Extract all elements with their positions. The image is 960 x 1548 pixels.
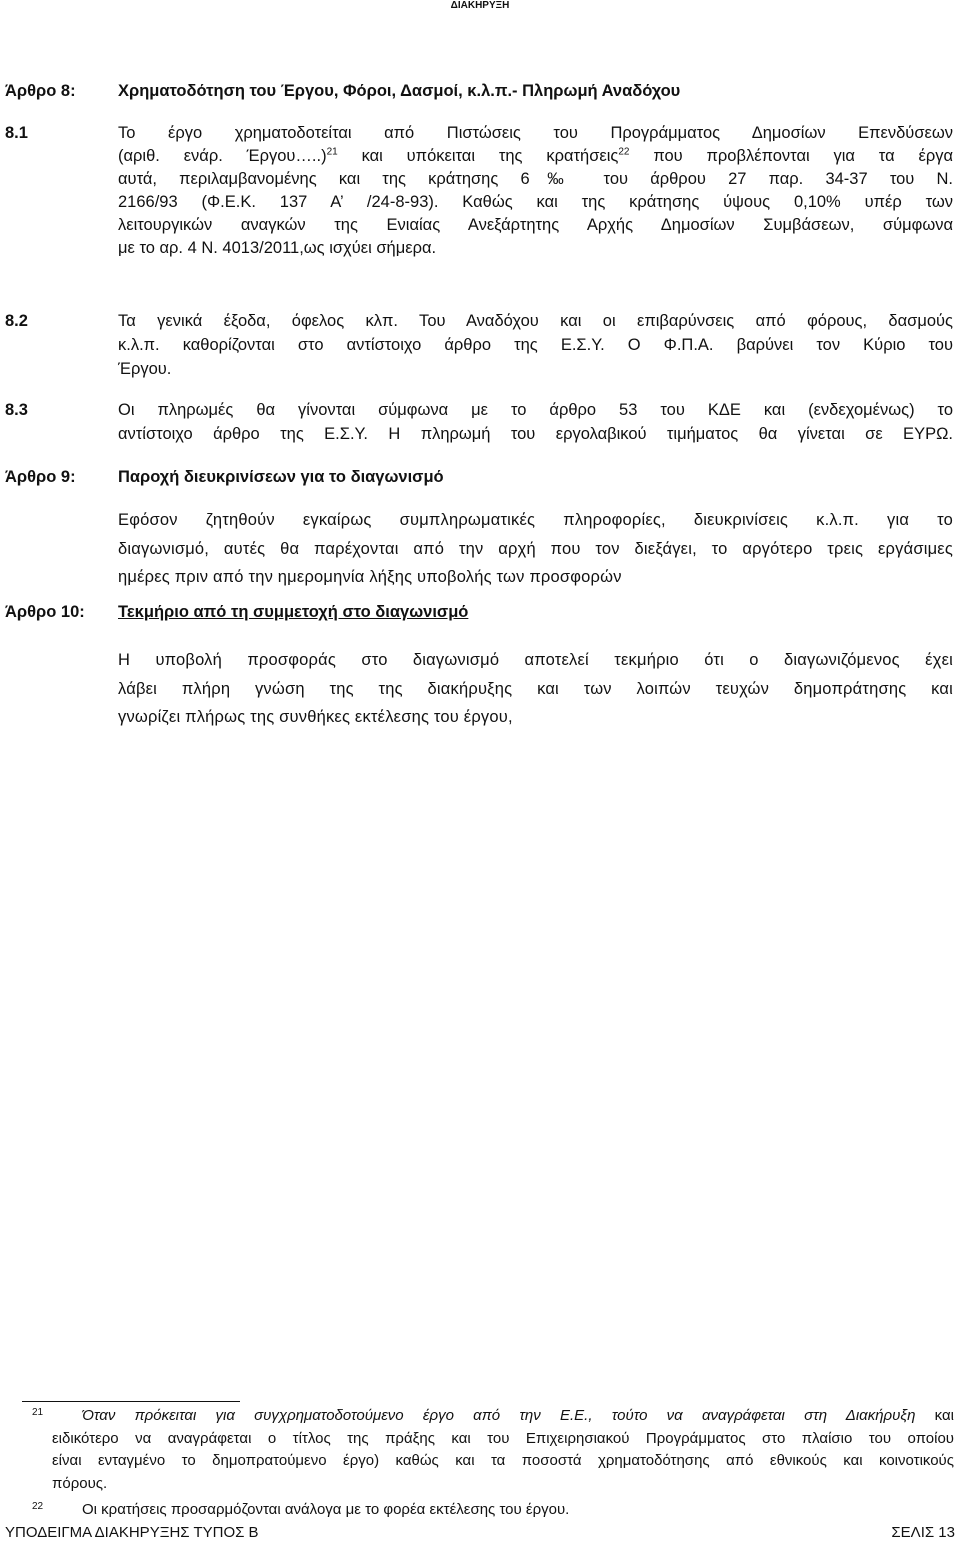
footnote-ref-21: 21	[326, 146, 338, 158]
paragraph-8-2-line: Έργου.	[118, 360, 172, 378]
page-header: ΔΙΑΚΗΡΥΞΗ	[450, 0, 510, 11]
article-9-line: διαγωνισμό, αυτές θα παρέχονται από την αρχή που τον διεξάγει, το αργότερο τρεις εργάσιμες	[118, 539, 953, 558]
paragraph-8-3-number: 8.3	[5, 401, 28, 419]
footnote-22-mark: 22	[32, 1501, 44, 1512]
paragraph-8-2	[118, 309, 953, 381]
article-9-number: Άρθρο 9:	[5, 468, 76, 486]
footnote-21	[52, 1405, 954, 1495]
paragraph-8-1-number: 8.1	[5, 124, 28, 142]
paragraph-8-1-line: λειτουργικών αναγκών της Ενιαίας Ανεξάρτητης Αρχής Δημοσίων Συμβάσεων, σύμφωνα	[118, 216, 953, 234]
footnote-separator	[22, 1401, 240, 1402]
paragraph-8-1-line: 2166/93 (Φ.Ε.Κ. 137 Α’ /24-8-93). Καθώς και της κράτησης ύψους 0,10% υπέρ των	[118, 193, 953, 211]
article-10-line: Η υποβολή προσφοράς στο διαγωνισμό αποτελεί τεκμήριο ότι ο διαγωνιζόμενος έχει	[118, 651, 953, 669]
paragraph-8-2-line: Τα γενικά έξοδα, όφελος κλπ. Του Αναδόχου και οι επιβαρύνσεις από φόρους, δασμούς	[118, 312, 953, 330]
footer-left: ΥΠΟΔΕΙΓΜΑ ΔΙΑΚΗΡΥΞΗΣ ΤΥΠΟΣ Β	[5, 1524, 259, 1541]
article-10-line: λάβει πλήρη γνώση της της διακήρυξης και των λοιπών τευχών δημοπράτησης και	[118, 679, 953, 698]
footnote-21-line: πόρους.	[52, 1474, 108, 1492]
footnote-21-line: ειδικότερο να αναγράφεται ο τίτλος της πράξης και του Επιχειρησιακού Προγράμματος στο πλαίσιο του οποίου	[52, 1429, 954, 1447]
article-10-title: Τεκμήριο από τη συμμετοχή στο διαγωνισμό	[118, 603, 469, 621]
paragraph-8-2-line: κ.λ.π. καθορίζονται στο αντίστοιχο άρθρο της Ε.Σ.Υ. Ο Φ.Π.Α. βαρύνει τον Κύριο του	[118, 336, 953, 354]
paragraph-8-1-line: (αριθ. ενάρ. Έργου…..)$^{21}$ και υπόκειται της κρατήσεις$^{22}$ που προβλέπονται για τα έργα	[118, 146, 953, 165]
footer-page-number: ΣΕΛΙΣ 13	[891, 1524, 955, 1541]
footnote-ref-22: 22	[618, 146, 630, 158]
article-10-body	[118, 646, 953, 732]
footnote-21-line: Όταν πρόκειται για συγχρηματοδοτούμενο έργο από την Ε.Ε., τούτο να αναγράφεται στη Διακήρυξη και	[82, 1407, 954, 1424]
footnote-22-line: Οι κρατήσεις προσαρμόζονται ανάλογα με το φορέα εκτέλεσης του έργου.	[82, 1501, 570, 1518]
paragraph-8-3-line: αντίστοιχο άρθρο της Ε.Σ.Υ. Η πληρωμή του εργολαβικού τιμήματος θα γίνεται σε ΕΥΡΩ.	[118, 425, 953, 443]
paragraph-8-2-number: 8.2	[5, 312, 28, 330]
article-9-body	[118, 506, 953, 592]
paragraph-8-1-line: αυτά, περιλαμβανομένης και της κράτησης 6‰ του άρθρου 27 παρ. 34-37 του Ν.	[118, 170, 953, 188]
paragraph-8-3-line: Οι πληρωμές θα γίνονται σύμφωνα με το άρθρο 53 του ΚΔΕ και (ενδεχομένως) το	[118, 401, 953, 419]
article-9-title: Παροχή διευκρινίσεων για το διαγωνισμό	[118, 468, 444, 486]
article-10-number: Άρθρο 10:	[5, 603, 85, 621]
paragraph-8-1	[118, 122, 953, 260]
paragraph-8-1-line: Το έργο χρηματοδοτείται από Πιστώσεις του Προγράμματος Δημοσίων Επενδύσεων	[118, 124, 953, 142]
article-8-title: Χρηματοδότηση του Έργου, Φόροι, Δασμοί, κ.λ.π.- Πληρωμή Αναδόχου	[118, 82, 681, 100]
article-9-line: Εφόσον ζητηθούν εγκαίρως συμπληρωματικές πληροφορίες, διευκρινίσεις κ.λ.π. για το	[118, 511, 953, 529]
footnote-21-line: είναι ενταγμένο το δημοπρατούμενο έργο) καθώς και τα ποσοστά χρηματοδότησης από εθνικούς και κοινοτικούς	[52, 1452, 954, 1469]
paragraph-8-3	[118, 398, 953, 446]
article-8-number: Άρθρο 8:	[5, 82, 76, 100]
article-10-line: γνωρίζει πλήρως της συνθήκες εκτέλεσης του έργου,	[118, 708, 513, 726]
article-9-line: ημέρες πριν από την ημερομηνία λήξης υποβολής των προσφορών	[118, 568, 622, 586]
footnote-22	[82, 1499, 954, 1522]
footnote-21-mark: 21	[32, 1407, 44, 1418]
paragraph-8-1-line: με το αρ. 4 Ν. 4013/2011,ως ισχύει σήμερα.	[118, 239, 437, 257]
